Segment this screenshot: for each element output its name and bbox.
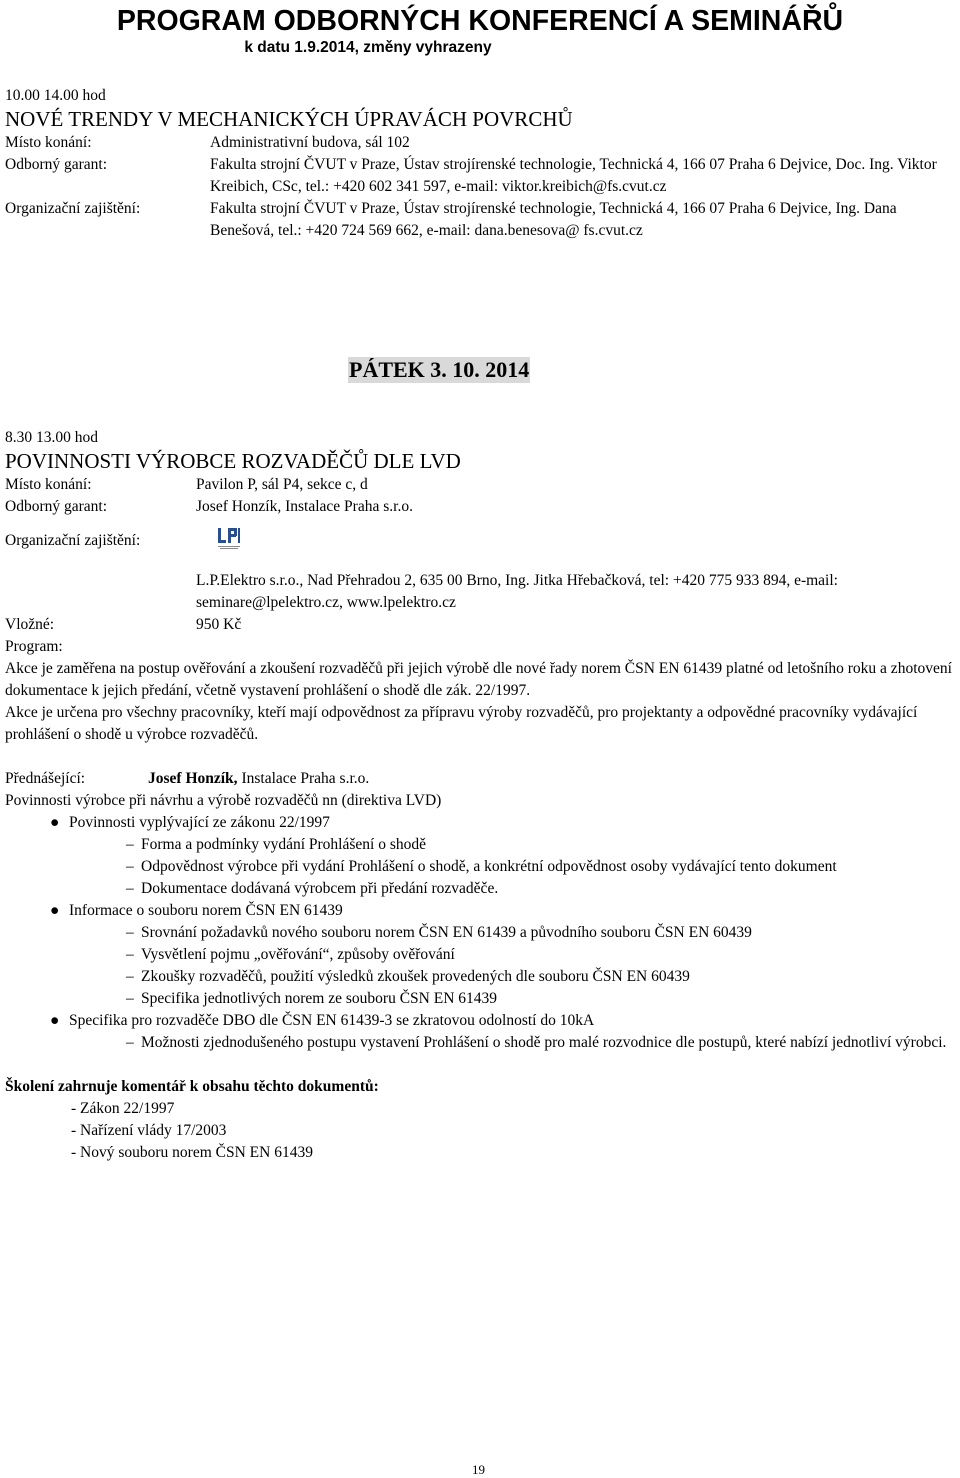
document-title: PROGRAM ODBORNÝCH KONFERENCÍ A SEMINÁŘŮ [116, 5, 844, 37]
fee-value: 950 Kč [196, 616, 242, 633]
bullet-icon: ● [50, 814, 60, 831]
topic-item [5, 1010, 957, 1032]
subtopic-item [5, 988, 957, 1010]
topic-label: Povinnosti vyplývající ze zákonu 22/1997 [69, 814, 330, 831]
day-header: PÁTEK 3. 10. 2014 [349, 357, 530, 382]
event-2-organizer [5, 570, 957, 614]
dash-icon: – [126, 880, 134, 897]
event-2-time: 8.30 13.00 hod [5, 429, 98, 446]
page-number: 19 [472, 1462, 485, 1477]
subtopic-item [5, 834, 957, 856]
document-item: - Nařízení vlády 17/2003 [71, 1122, 227, 1139]
lecturer-organization: Instalace Praha s.r.o. [237, 770, 370, 787]
dash-icon: – [126, 946, 134, 963]
lecturer-label: Přednášející: [5, 770, 86, 787]
document-subtitle: k datu 1.9.2014, změny vyhrazeny [244, 39, 492, 56]
subtopic-item [5, 966, 957, 988]
guarantor-value: Fakulta strojní ČVUT v Praze, Ústav strojírenské technologie, Technická 4, 166 07 Praha 6 Dejvice, Doc. Ing. Viktor Kreibich, CSc, tel.: +420 602 341 597, e-mail: viktor.kreibich@fs.cvut.cz [210, 156, 937, 195]
guarantor-label: Odborný garant: [5, 156, 108, 173]
document-item: - Zákon 22/1997 [71, 1100, 175, 1117]
subtopic-text: Dokumentace dodávaná výrobcem při předání rozvaděče. [141, 880, 499, 897]
event-1-guarantor [5, 154, 957, 198]
subtopic-item [5, 878, 957, 900]
dash-icon: – [126, 924, 134, 941]
bullet-icon: ● [50, 902, 60, 919]
dash-icon: – [126, 990, 134, 1007]
subtopic-text: Specifika jednotlivých norem ze souboru ČSN EN 61439 [141, 990, 498, 1007]
program-paragraph-1: Akce je zaměřena na postup ověřování a zkoušení rozvaděčů při jejich výrobě dle nové řady norem ČSN EN 61439 platné od letošního roku a zhotovení dokumentace k jejich předání, včetně vystavení prohlášení o shodě dle zák. 22/1997. [5, 660, 952, 699]
event-1-venue [5, 132, 957, 154]
dash-icon: – [126, 1034, 134, 1051]
subtopic-item [5, 922, 957, 944]
subtopic-text: Srovnání požadavků nového souboru norem ČSN EN 61439 a původního souboru ČSN EN 60439 [141, 924, 752, 941]
event-1-time: 10.00 14.00 hod [5, 87, 106, 104]
organizer-value: L.P.Elektro s.r.o., Nad Přehradou 2, 635 00 Brno, Ing. Jitka Hřebačková, tel: +420 775 933 894, e-mail: seminare@lpelektro.cz, www.lpelektro.cz [196, 572, 838, 611]
organizer-label: Organizační zajištění: [5, 200, 141, 217]
venue-label: Místo konání: [5, 476, 92, 493]
lecturer-name: Josef Honzík, [148, 770, 238, 787]
training-heading: Školení zahrnuje komentář k obsahu těchto dokumentů: [5, 1078, 379, 1095]
dash-icon: – [126, 968, 134, 985]
lpelektro-logo-icon [217, 527, 241, 551]
subtopic-text: Forma a podmínky vydání Prohlášení o shodě [141, 836, 426, 853]
event-2-fee [5, 614, 957, 636]
subtopic-text: Vysvětlení pojmu „ověřování“, způsoby ověřování [141, 946, 455, 963]
bullet-icon: ● [50, 1012, 60, 1029]
subtopic-text: Zkoušky rozvaděčů, použití výsledků zkoušek provedených dle souboru ČSN EN 60439 [141, 968, 690, 985]
organizer-value: Fakulta strojní ČVUT v Praze, Ústav strojírenské technologie, Technická 4, 166 07 Praha 6 Dejvice, Ing. Dana Benešová, tel.: +420 724 569 662, e-mail: dana.benesova@ fs.cvut.cz [210, 200, 897, 239]
fee-label: Vložné: [5, 616, 55, 633]
event-2 [5, 428, 957, 1164]
topic-label: Informace o souboru norem ČSN EN 61439 [69, 902, 343, 919]
event-2-title: POVINNOSTI VÝROBCE ROZVADĚČŮ DLE LVD [5, 449, 461, 473]
event-2-venue [5, 474, 957, 496]
organizer-label: Organizační zajištění: [5, 532, 141, 549]
venue-label: Místo konání: [5, 134, 92, 151]
topic-item [5, 812, 957, 834]
lecturer-row [5, 768, 957, 790]
program-paragraph-2: Akce je určena pro všechny pracovníky, kteří mají odpovědnost za přípravu výroby rozvaděčů, pro projektanty a odpovědné pracovníky vydávající prohlášení o shodě u výrobce rozvaděčů. [5, 704, 918, 743]
program-label: Program: [5, 638, 63, 655]
guarantor-value: Josef Honzík, Instalace Praha s.r.o. [196, 498, 413, 515]
dash-icon: – [126, 858, 134, 875]
document-item: - Nový souboru norem ČSN EN 61439 [71, 1144, 313, 1161]
event-2-organizer-label-row [5, 518, 957, 570]
subtopic-text: Odpovědnost výrobce při vydání Prohlášení o shodě, a konkrétní odpovědnost osoby vydávající tento dokument [141, 858, 837, 875]
subtopic-text: Možnosti zjednodušeného postupu vystavení Prohlášení o shodě pro malé rozvodnice dle postupů, které nabízí jednotliví výrobci. [141, 1034, 947, 1051]
event-2-guarantor [5, 496, 957, 518]
dash-icon: – [126, 836, 134, 853]
venue-value: Administrativní budova, sál 102 [210, 134, 410, 151]
guarantor-label: Odborný garant: [5, 498, 108, 515]
topic-list [5, 812, 957, 1054]
topic-item [5, 900, 957, 922]
event-1-title: NOVÉ TRENDY V MECHANICKÝCH ÚPRAVÁCH POVRCHŮ [5, 107, 573, 131]
subtopic-item [5, 1032, 957, 1054]
venue-value: Pavilon P, sál P4, sekce c, d [196, 476, 368, 493]
subtopic-item [5, 944, 957, 966]
event-1-organizer [5, 198, 957, 242]
topic-label: Specifika pro rozvaděče DBO dle ČSN EN 61439-3 se zkratovou odolností do 10kA [69, 1012, 595, 1029]
event-1 [5, 86, 957, 242]
topic-intro: Povinnosti výrobce při návrhu a výrobě rozvaděčů nn (direktiva LVD) [5, 792, 442, 809]
subtopic-item [5, 856, 957, 878]
